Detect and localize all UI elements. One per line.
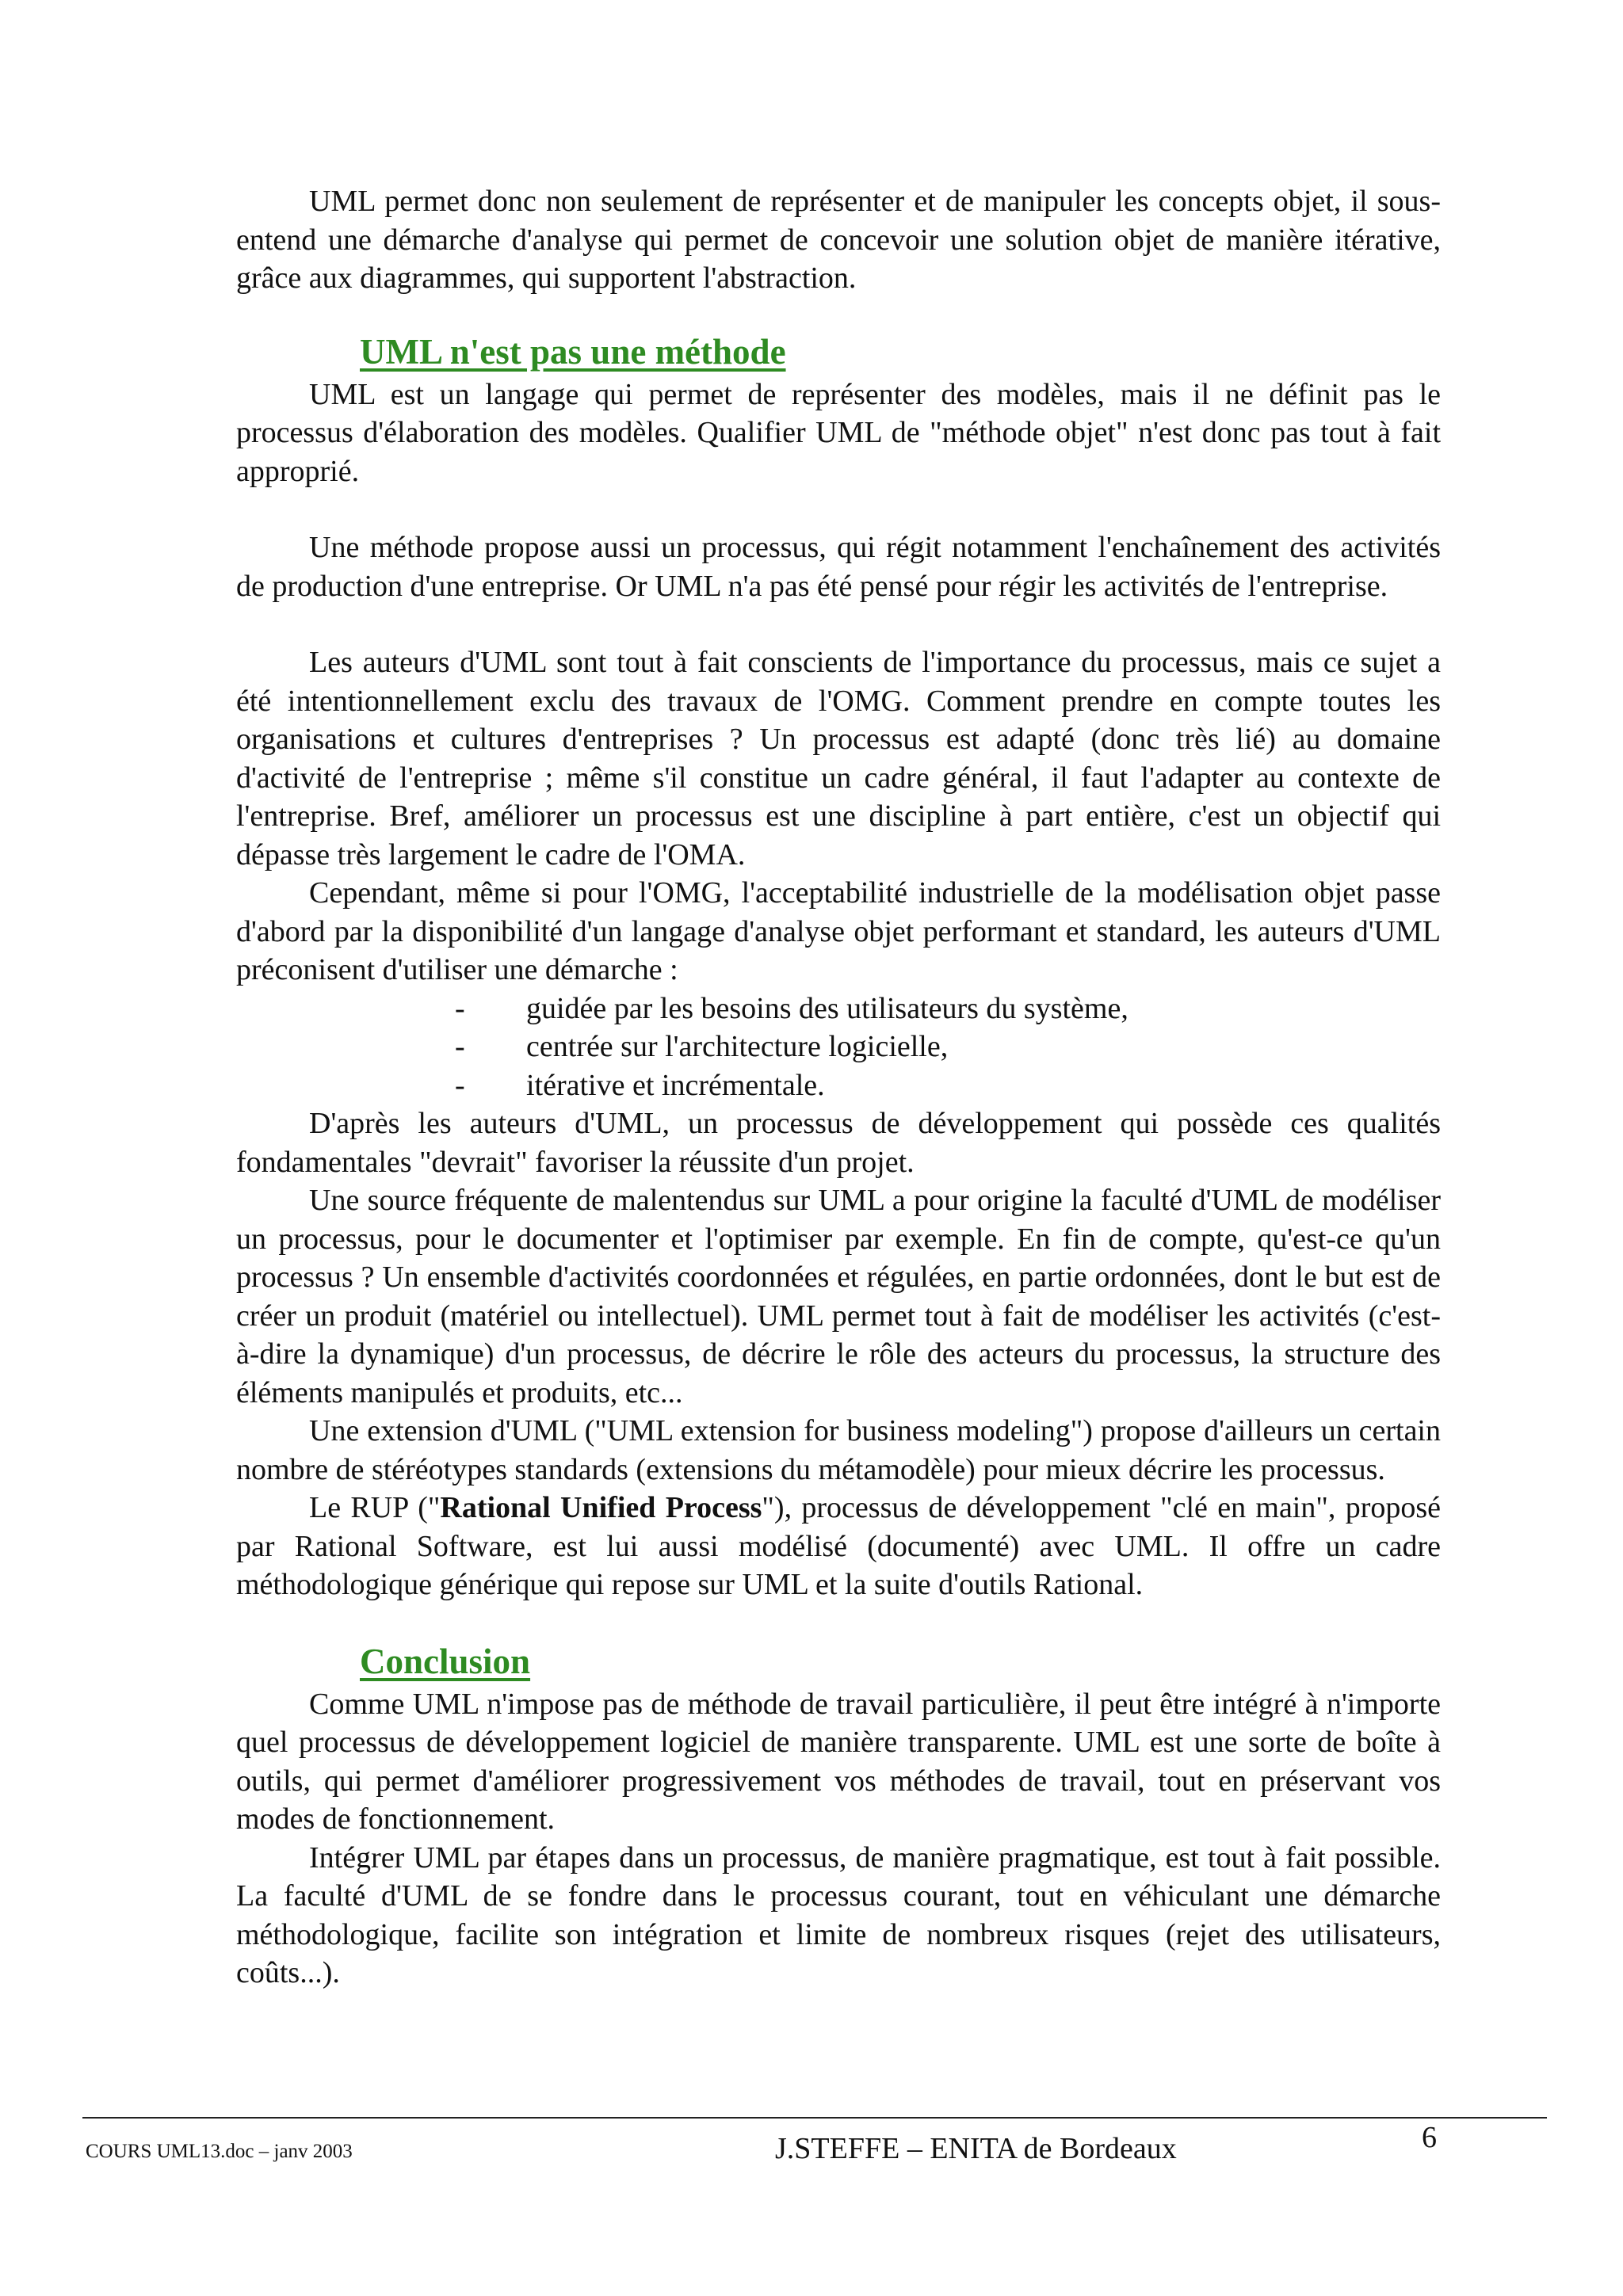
list-item-text: guidée par les besoins des utilisateurs du système, [526,991,1128,1025]
list-dash: - [455,991,465,1025]
paragraph: Une extension d'UML ("UML extension for business modeling") propose d'ailleurs un certain nombre de stéréotypes standards (extensions du métamodèle) pour mieux décrire les processus. [236,1414,1441,1486]
approach-list [236,990,1441,1105]
list-dash: - [455,1030,465,1063]
paragraph: Intégrer UML par étapes dans un processus, de manière pragmatique, est tout à fait possible. La faculté d'UML de se fondre dans le processus courant, tout en véhiculant une démarche méthodologique, facilite son intégration et limite de nombreux risques (rejet des utilisateurs, coûts...). [236,1840,1441,1989]
list-item [236,1028,1441,1066]
list-dash: - [455,1068,465,1102]
intro-paragraph: UML permet donc non seulement de représenter et de manipuler les concepts objet, il sous-entend une démarche d'analyse qui permet de concevoir une solution objet de manière itérative, grâce aux diagrammes, qui supportent l'abstraction. [236,185,1441,295]
paragraph: UML est un langage qui permet de représenter des modèles, mais il ne définit pas le processus d'élaboration des modèles. Qualifier UML de "méthode objet" n'est donc pas tout à fait approprié. [236,377,1441,488]
paragraph: Une source fréquente de malentendus sur UML a pour origine la faculté d'UML de modéliser un processus, pour le documenter et l'optimiser par exemple. En fin de compte, qu'est-ce qu'un processus ? Un ensemble d'activités coordonnées et régulées, en partie ordonnées, dont le but est de créer un produit (matériel ou intellectuel). UML permet tout à fait de modéliser les activités (c'est-à-dire la dynamique) d'un processus, de décrire le rôle des acteurs du processus, la structure des éléments manipulés et produits, etc... [236,1184,1441,1409]
paragraph: Les auteurs d'UML sont tout à fait conscients de l'importance du processus, mais ce sujet a été intentionnellement exclu des travaux de l'OMG. Comment prendre en compte toutes les organisations et cultures d'entreprises ? Un processus est adapté (donc très lié) au domaine d'activité de l'entreprise ; même s'il constitue un cadre général, il faut l'adapter au contexte de l'entreprise. Bref, améliorer un processus est une discipline à part entière, c'est un objectif qui dépasse très largement le cadre de l'OMA. [236,646,1441,871]
document-body [236,182,1441,1993]
paragraph: D'après les auteurs d'UML, un processus de développement qui possède ces qualités fondamentales "devrait" favoriser la réussite d'un projet. [236,1107,1441,1179]
list-item [236,990,1441,1028]
paragraph: Cependant, même si pour l'OMG, l'acceptabilité industrielle de la modélisation objet passe d'abord par la disponibilité d'un langage d'analyse objet performant et standard, les auteurs d'UML préconisent d'utiliser une démarche : [236,876,1441,986]
footer-divider [82,2117,1547,2119]
page-number: 6 [1422,2121,1437,2154]
list-item-text: itérative et incrémentale. [526,1068,825,1102]
footer-document-info: COURS UML13.doc – janv 2003 [86,2141,353,2162]
rup-text-post: "), processus de développement "clé en main", proposé par Rational Software, est lui aussi modélisé (documenté) avec UML. Il offre un cadre méthodologique générique qui repose sur UML et la suite d'outils Rational. [236,1491,1441,1601]
footer-author: J.STEFFE – ENITA de Bordeaux [775,2132,1177,2165]
paragraph: Une méthode propose aussi un processus, qui régit notamment l'enchaînement des activités de production d'une entreprise. Or UML n'a pas été pensé pour régir les activités de l'entreprise. [236,531,1441,603]
rup-name-bold: Rational Unified Process [440,1491,762,1524]
section-heading-not-a-method: UML n'est pas une méthode [360,331,786,372]
rup-paragraph [236,1489,1441,1604]
list-item [236,1066,1441,1105]
section-heading-conclusion: Conclusion [360,1641,531,1681]
paragraph: Comme UML n'impose pas de méthode de travail particulière, il peut être intégré à n'importe quel processus de développement logiciel de manière transparente. UML est une sorte de boîte à outils, qui permet d'améliorer progressivement vos méthodes de travail, tout en préservant vos modes de fonctionnement. [236,1687,1441,1836]
rup-text-pre: Le RUP (" [309,1491,441,1524]
list-item-text: centrée sur l'architecture logicielle, [526,1030,949,1063]
